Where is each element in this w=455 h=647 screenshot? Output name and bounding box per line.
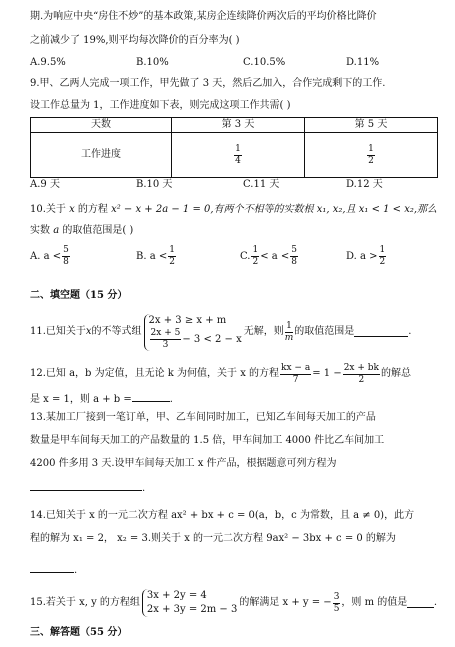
table-header-day3: 第 3 天: [172, 118, 305, 133]
q14-answer-blank[interactable]: [30, 563, 74, 573]
q11: 11.已知关于 x 的不等式组 2x + 3 ≥ x + m $\frac{2x + 5}{3}$ − 3 < 2 − x 无解，则 $\frac{1}{m}$ 的取值范围是 .: [30, 314, 412, 350]
q8-option-d: D.11%: [346, 57, 380, 68]
q9-option-d: D.12 天: [346, 179, 383, 190]
table-cell-day3: $\frac{1}{4}$: [172, 133, 305, 178]
q15-answer-blank[interactable]: [407, 598, 434, 608]
table-row-label: 工作进度: [31, 133, 172, 178]
section-fill-in-title: 二、填空题（15 分）: [30, 290, 128, 301]
table-header-day5: 第 5 天: [305, 118, 438, 133]
q14-answer-line: .: [30, 563, 437, 576]
q13-line1: 13.某加工厂接到一笔订单，甲、乙车间同时加工，已知乙车间每天加工的产品: [30, 412, 376, 423]
q13-line3: 4200 件多用 3 天.设甲车间每天加工 x 件产品，根据题意可列方程为: [30, 458, 337, 469]
q13-answer-blank[interactable]: [30, 481, 142, 491]
q10-option-b: B. a < $\frac{1}{2}$: [136, 245, 175, 267]
section-answer-title: 三、解答题（55 分）: [30, 627, 128, 638]
q10-option-d: D. a > $\frac{1}{2}$: [346, 245, 386, 267]
q10-option-c: C. $\frac{1}{2}$ < a < $\frac{5}{8}$: [240, 245, 298, 267]
q9-line2: 设工作总量为 1，工作进度如下表，则完成这项工作共需( ): [30, 100, 291, 111]
q9-line1: 9.甲、乙两人完成一项工作，甲先做了 3 天，然后乙加入，合作完成剩下的工作.: [30, 78, 386, 89]
q12-line2: 是 x = 1，则 a + b = .: [30, 394, 173, 405]
q10-line1: 10.关于 x 的方程 x² − x + 2a − 1 = 0,有两个不相等的实数根 x₁, x₂,且 x₁ < 1 < x₂,那么: [30, 204, 438, 215]
q15-equation-system: 3x + 2y = 4 2x + 3y = 2m − 3: [142, 589, 237, 617]
table-header-days: 天数: [31, 118, 172, 133]
q8-option-c: C.10.5%: [243, 57, 286, 68]
q8-line1: 期.为响应中央“房住不炒”的基本政策,某房企连续降价两次后的平均价格比降价: [30, 11, 377, 22]
q10-option-a: A. a < $\frac{5}{8}$: [30, 245, 69, 267]
q9-option-b: B.10 天: [136, 179, 173, 190]
q12-answer-blank[interactable]: [132, 392, 170, 402]
q10-line2: 实数 a 的取值范围是( ): [30, 225, 134, 236]
q13-answer-line: .: [30, 481, 437, 494]
q8-option-a: A.9.5%: [30, 57, 66, 68]
progress-table: [30, 117, 438, 178]
q14-line2: 程的解为 x₁ = 2， x₂ = 3.则关于 x 的一元二次方程 9ax² − 3bx + c = 0 的解为: [30, 533, 396, 544]
q11-inequality-system: 2x + 3 ≥ x + m $\frac{2x + 5}{3}$ − 3 < 2 − x: [144, 314, 242, 351]
q14-line1: 14.已知关于 x 的一元二次方程 ax² + bx + c = 0(a，b，c 为常数，且 a ≠ 0)，此方: [30, 510, 415, 521]
q9-option-a: A.9 天: [30, 179, 60, 190]
q12-line1: 12.已知 a，b 为定值，且无论 k 为何值，关于 x 的方程 $\frac{kx - a}{7}$ = 1 − $\frac{2x + bk}{2}$ 的解总: [30, 362, 411, 385]
q8-line2: 之前减少了 19%,则平均每次降价的百分率为( ): [30, 35, 240, 46]
q8-option-b: B.10%: [136, 57, 169, 68]
q11-answer-blank[interactable]: [354, 327, 408, 337]
q15: 15.若关于 x, y 的方程组 3x + 2y = 4 2x + 3y = 2m − 3 的解满足 x + y = − $\frac{3}{5}$ ，则 m 的值是 .: [30, 590, 437, 615]
table-cell-day5: $\frac{1}{2}$: [305, 133, 438, 178]
q10-options: [30, 245, 437, 271]
q13-line2: 数量是甲车间每天加工的产品数量的 1.5 倍，甲车间加工 4000 件比乙车间加工: [30, 435, 385, 446]
q9-option-c: C.11 天: [243, 179, 280, 190]
